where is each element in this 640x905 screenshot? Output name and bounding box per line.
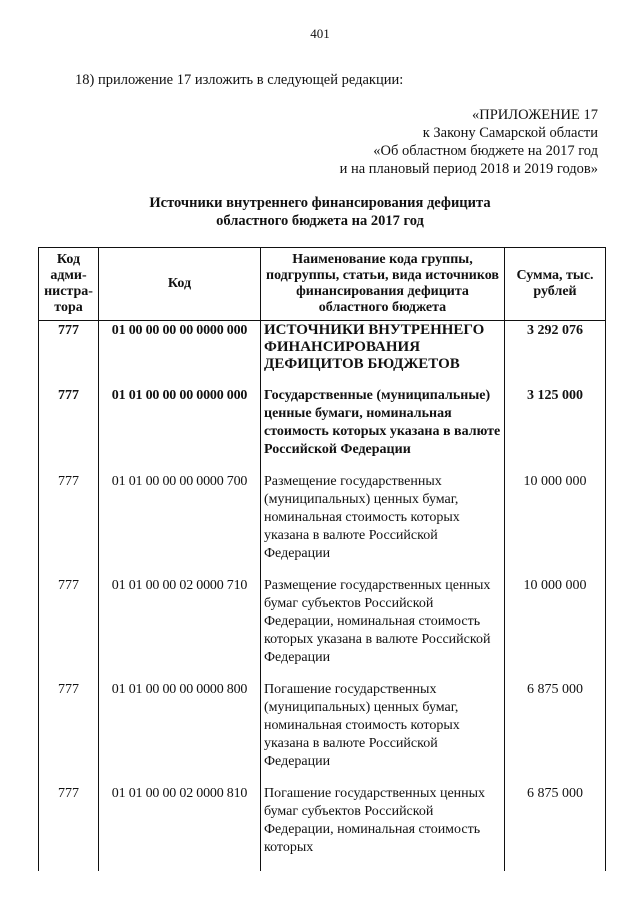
table-row: [39, 387, 606, 473]
cell-name: Погашение государственных ценных бумаг субъектов Российской Федерации, номинальная стоимость которых: [261, 785, 505, 871]
appendix-line: и на плановый период 2018 и 2019 годов»: [339, 161, 598, 177]
cell-admin: 777: [39, 681, 99, 785]
header-code: Код: [99, 248, 261, 321]
cell-code: 01 01 00 00 02 0000 810: [99, 785, 261, 871]
document-title: [0, 194, 640, 230]
cell-sum: 6 875 000: [505, 681, 606, 785]
cell-sum: 3 125 000: [505, 387, 606, 473]
cell-code: 01 01 00 00 02 0000 710: [99, 577, 261, 681]
cell-code: 01 01 00 00 00 0000 700: [99, 473, 261, 577]
appendix-line: «ПРИЛОЖЕНИЕ 17: [472, 107, 598, 123]
cell-sum: 6 875 000: [505, 785, 606, 871]
cell-name: Погашение государственных (муниципальных) ценных бумаг, номинальная стоимость которых указана в валюте Российской Федерации: [261, 681, 505, 785]
appendix-line: «Об областном бюджете на 2017 год: [373, 143, 598, 159]
title-line: областного бюджета на 2017 год: [216, 213, 424, 229]
table-row: [39, 577, 606, 681]
cell-sum: 10 000 000: [505, 473, 606, 577]
page-number: 401: [310, 26, 330, 41]
cell-name: ИСТОЧНИКИ ВНУТРЕННЕГО ФИНАНСИРОВАНИЯ ДЕФИЦИТОВ БЮДЖЕТОВ: [261, 321, 505, 388]
table-row: [39, 681, 606, 785]
appendix-heading: [300, 106, 598, 178]
header-name: Наименование кода группы, подгруппы, статьи, вида источников финансирования дефицита областного бюджета: [261, 248, 505, 321]
title-line: Источники внутреннего финансирования дефицита: [149, 195, 491, 211]
financing-sources-table: [38, 247, 606, 871]
cell-sum: 3 292 076: [505, 321, 606, 388]
table-row: [39, 473, 606, 577]
cell-admin: 777: [39, 577, 99, 681]
cell-name: Размещение государственных (муниципальных) ценных бумаг, номинальная стоимость которых указана в валюте Российской Федерации: [261, 473, 505, 577]
cell-sum: 10 000 000: [505, 577, 606, 681]
table-header-row: [39, 248, 606, 321]
header-sum: Сумма, тыс. рублей: [505, 248, 606, 321]
table-row: [39, 321, 606, 388]
cell-name: Размещение государственных ценных бумаг субъектов Российской Федерации, номинальная стоимость которых указана в валюте Российской Федерации: [261, 577, 505, 681]
header-admin: Код адми-нистра-тора: [39, 248, 99, 321]
cell-name: Государственные (муниципальные) ценные бумаги, номинальная стоимость которых указана в валюте Российской Федерации: [261, 387, 505, 473]
cell-admin: 777: [39, 387, 99, 473]
cell-code: 01 01 00 00 00 0000 800: [99, 681, 261, 785]
cell-code: 01 01 00 00 00 0000 000: [99, 387, 261, 473]
appendix-line: к Закону Самарской области: [422, 125, 598, 141]
cell-admin: 777: [39, 785, 99, 871]
cell-admin: 777: [39, 473, 99, 577]
table-row: [39, 785, 606, 871]
cell-admin: 777: [39, 321, 99, 388]
intro-text: 18) приложение 17 изложить в следующей редакции:: [75, 72, 404, 88]
cell-code: 01 00 00 00 00 0000 000: [99, 321, 261, 388]
